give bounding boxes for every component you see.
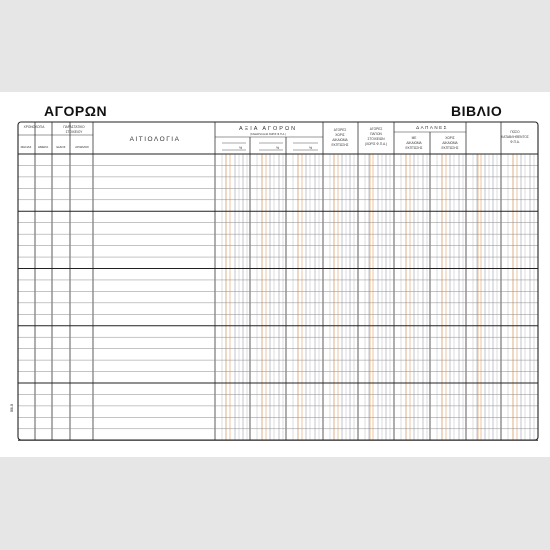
- side-code-label: BBLB: [10, 403, 14, 412]
- header-eidos: ΕΙΔΟΣ: [56, 145, 66, 149]
- header-parastatiko-2: ΣΤΟΙΧΕΙΟΥ: [65, 130, 83, 134]
- header-axia-agoron: ΑΞΙΑ ΑΓΟΡΩΝ: [238, 126, 298, 132]
- table-frame: [18, 122, 538, 440]
- header-agores-pagion-1: ΑΓΟΡΕΣ: [369, 127, 383, 131]
- header-poso-1: ΠΟΣΟ: [510, 130, 520, 134]
- header-agores-xoris-4: ΕΚΠΤΩΣΗΣ: [331, 143, 349, 147]
- header-dapanes-xoris-1: ΧΩΡΙΣ: [445, 136, 455, 140]
- header-minas: ΜΗΝΑΣ: [20, 145, 32, 149]
- header-arithmos: ΑΡΙΘΜΟΣ: [75, 145, 89, 149]
- header-agores-xoris-3: ΔΙΚΑΙΩΜΑ: [332, 138, 348, 142]
- title-vivlio: ΒΙΒΛΙΟ: [451, 103, 503, 119]
- header-percent-1: %: [239, 146, 243, 150]
- header-percent-3: %: [309, 146, 313, 150]
- header-dapanes-xoris-3: ΕΚΠΤΩΣΗΣ: [441, 146, 459, 150]
- header-aitiologia: ΑΙΤΙΟΛΟΓΙΑ: [129, 136, 181, 143]
- header-parastatiko-1: ΠΑΡΑΣΤΑΤΙΚΟ: [63, 125, 85, 129]
- title-agoron: ΑΓΟΡΩΝ: [44, 103, 108, 119]
- header-agores-xoris-1: ΑΓΟΡΕΣ: [333, 128, 347, 132]
- header-dapanes-me-1: ΜΕ: [411, 136, 417, 140]
- header-poso-2: ΚΑΤΑΒΛΗΘΕΝΤΟΣ: [501, 135, 529, 139]
- header-dapanes-xoris-2: ΔΙΚΑΙΩΜΑ: [442, 141, 458, 145]
- header-poso-3: Φ.Π.Α.: [510, 140, 520, 144]
- header-agores-pagion-3: ΣΤΟΙΧΕΙΩΝ: [367, 137, 385, 141]
- header-percent-2: %: [276, 146, 280, 150]
- header-agores-pagion-2: ΠΑΓΙΩΝ: [370, 132, 382, 136]
- header-agores-pagion-4: (ΧΩΡΙΣ Φ.Π.Α.): [364, 142, 388, 146]
- header-dapanes-me-3: ΕΚΠΤΩΣΗΣ: [405, 146, 423, 150]
- header-chronologia: ΧΡΟΝΟΛΟΓΙΑ: [23, 125, 45, 129]
- header-axia-sub: (ΚΑΘΑΡΗ ΑΞΙΑ ΧΩΡΙΣ Φ.Π.Α.): [250, 133, 286, 136]
- header-dapanes-me-2: ΔΙΚΑΙΩΜΑ: [406, 141, 422, 145]
- header-agores-xoris-2: ΧΩΡΙΣ: [335, 133, 345, 137]
- header-imera: ΗΜΕΡΑ: [37, 145, 49, 149]
- header-dapanes: ΔΑΠΑΝΕΣ: [416, 125, 448, 130]
